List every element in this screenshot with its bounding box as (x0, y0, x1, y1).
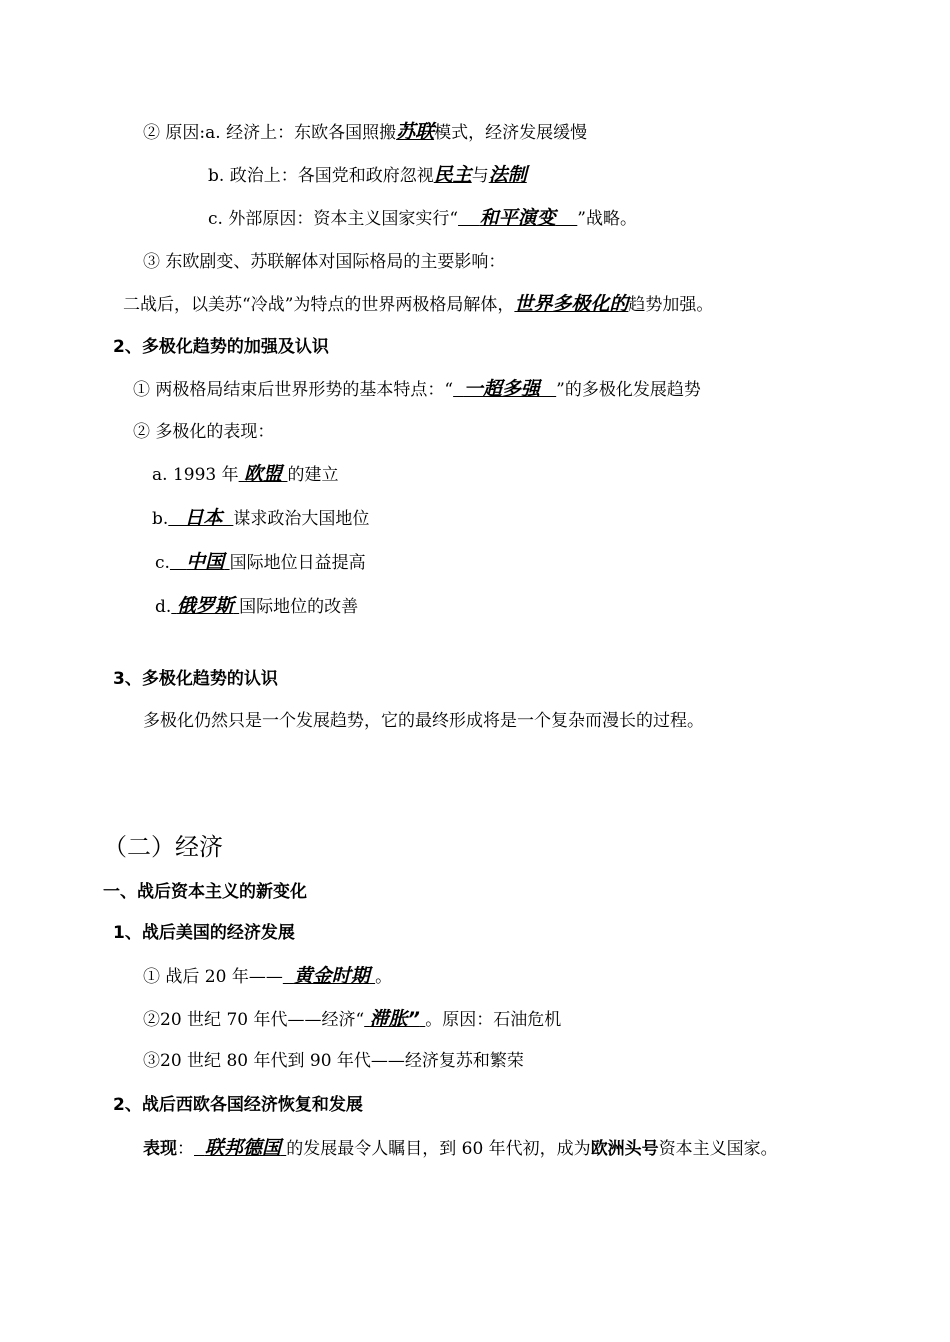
impact-text (123, 292, 713, 317)
answer-stagflation: 滞胀” (369, 1008, 420, 1030)
item-c (155, 550, 366, 575)
text: 。原因：石油危机 (425, 1010, 562, 1030)
item-d (155, 594, 358, 619)
text: 趋势加强。 (628, 295, 714, 315)
text: ① 战后 20 年—— (143, 967, 283, 987)
answer-one-super-many-strong: 一超多强 (463, 378, 540, 400)
text: d. (155, 597, 172, 617)
text: 。 (375, 967, 393, 987)
answer-west-germany: 联邦德国 (204, 1137, 281, 1159)
answer-soviet: 苏联 (396, 121, 435, 143)
item-a (152, 462, 338, 487)
basic-features (133, 377, 701, 402)
answer-china: 中国 (186, 551, 225, 573)
text: 的发展最令人瞩目，到 60 年代初，成为 (286, 1139, 591, 1159)
text: b. 政治上：各国党和政府忽视 (208, 166, 434, 186)
text: 谋求政治大国地位 (233, 509, 370, 529)
heading-western-europe: 2、战后西欧各国经济恢复和发展 (113, 1095, 363, 1115)
text: c. (155, 553, 170, 573)
text: ”战略。 (577, 209, 637, 229)
text: 模式，经济发展缓慢 (434, 123, 588, 143)
text: c. 外部原因：资本主义国家实行“ (208, 209, 459, 229)
us-recovery: ③20 世纪 80 年代到 90 年代——经济复苏和繁荣 (143, 1051, 524, 1071)
answer-multipolar: 世界多极化的 (514, 293, 629, 315)
text: 二战后，以美苏“冷战”为特点的世界两极格局解体， (123, 295, 515, 315)
label-manifestation: 表现 (143, 1139, 177, 1159)
text: ： (177, 1139, 194, 1159)
impact-heading: ③ 东欧剧变、苏联解体对国际格局的主要影响： (143, 252, 506, 272)
text: a. 1993 年 (152, 465, 239, 485)
text: 资本主义国家。 (658, 1139, 778, 1159)
text: b. (152, 509, 169, 529)
manifestations-heading: ② 多极化的表现： (133, 422, 275, 442)
text: 国际地位日益提高 (229, 553, 366, 573)
text: 国际地位的改善 (239, 597, 359, 617)
answer-eu: 欧盟 (244, 463, 283, 485)
us-golden-age (143, 964, 392, 989)
text: ②20 世纪 70 年代——经济“ (143, 1010, 365, 1030)
heading-us-economy: 1、战后美国的经济发展 (113, 923, 295, 943)
answer-japan: 日本 (184, 507, 223, 529)
understanding-text: 多极化仍然只是一个发展趋势，它的最终形成将是一个复杂而漫长的过程。 (143, 711, 704, 731)
us-stagflation (143, 1007, 561, 1032)
cause-external (208, 206, 637, 231)
section-title-economy: （二）经济 (103, 833, 223, 861)
answer-democracy: 民主 (433, 164, 472, 186)
text: 与 (471, 166, 489, 186)
cause-economic (143, 120, 587, 145)
cause-political (208, 163, 527, 188)
west-germany-text (143, 1136, 778, 1161)
heading-multipolar-strengthening: 2、多极化趋势的加强及认识 (113, 337, 329, 357)
answer-legal-system: 法制 (488, 164, 527, 186)
answer-peaceful-evolution: 和平演变 (479, 207, 556, 229)
text: ① 两极格局结束后世界形势的基本特点：“ (133, 380, 454, 400)
answer-russia: 俄罗斯 (176, 595, 234, 617)
answer-golden-age: 黄金时期 (293, 965, 370, 987)
text: ”的多极化发展趋势 (556, 380, 701, 400)
heading-capitalism-changes: 一、战后资本主义的新变化 (103, 882, 307, 902)
text: 的建立 (287, 465, 339, 485)
text: ② 原因:a. 经济上：东欧各国照搬 (143, 123, 397, 143)
item-b (152, 506, 369, 531)
heading-multipolar-understanding: 3、多极化趋势的认识 (113, 669, 278, 689)
bold-europe-first: 欧洲头号 (590, 1139, 659, 1159)
